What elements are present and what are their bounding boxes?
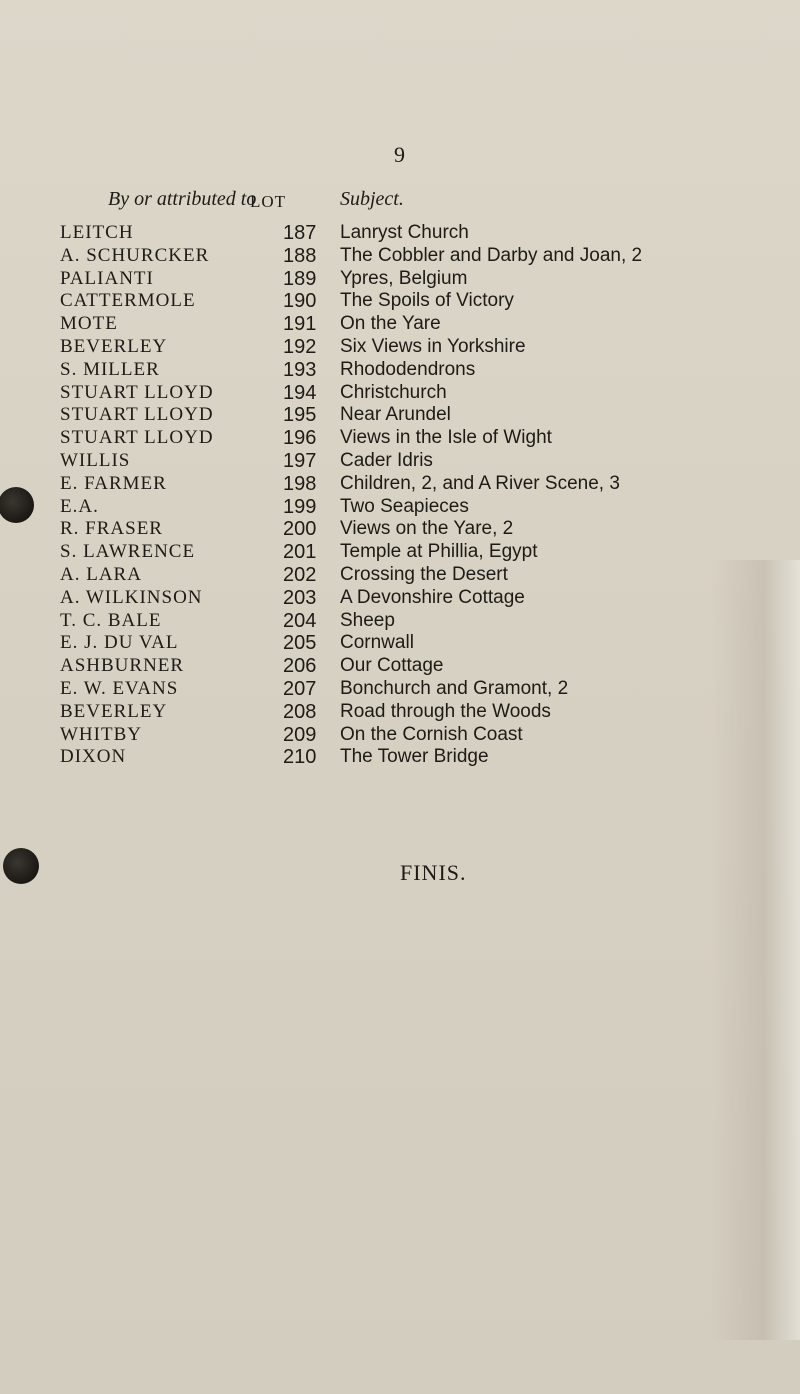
lot-row: [0, 746, 800, 769]
subject-title: Cornwall: [340, 632, 414, 654]
artist-name: STUART LLOYD: [60, 427, 214, 449]
lot-number: 209: [283, 723, 317, 746]
subject-title: Views in the Isle of Wight: [340, 427, 552, 449]
lot-number: 208: [283, 700, 317, 723]
lot-row: [0, 496, 800, 519]
subject-title: Near Arundel: [340, 404, 451, 426]
artist-name: BEVERLEY: [60, 700, 168, 722]
lot-number: 190: [283, 290, 317, 313]
subject-title: Sheep: [340, 609, 395, 631]
artist-name: E. FARMER: [60, 472, 167, 494]
artist-name: MOTE: [60, 313, 118, 335]
lot-row: [0, 245, 800, 268]
subject-title: Our Cottage: [340, 655, 444, 677]
lot-row: [0, 655, 800, 678]
artist-name: E. W. EVANS: [60, 677, 179, 699]
lot-row: [0, 268, 800, 291]
artist-name: S. LAWRENCE: [60, 541, 196, 563]
artist-name: WHITBY: [60, 723, 142, 745]
artist-name: E.A.: [60, 495, 99, 517]
artist-name: STUART LLOYD: [60, 404, 214, 426]
lot-number: 210: [283, 746, 317, 769]
subject-title: Road through the Woods: [340, 700, 551, 722]
subject-column-header: Subject.: [340, 188, 404, 210]
lot-number: 195: [283, 404, 317, 427]
lot-number: 199: [283, 495, 317, 518]
lot-number: 198: [283, 472, 317, 495]
lot-row: [0, 518, 800, 541]
lot-row: [0, 404, 800, 427]
lot-row: [0, 382, 800, 405]
lot-row: [0, 564, 800, 587]
artist-name: S. MILLER: [60, 358, 160, 380]
artist-name: PALIANTI: [60, 267, 154, 289]
lot-number: 205: [283, 632, 317, 655]
lot-number: 200: [283, 518, 317, 541]
lot-number: 189: [283, 267, 317, 290]
artist-name: DIXON: [60, 746, 127, 768]
lot-list: [0, 222, 800, 769]
lot-row: [0, 313, 800, 336]
artist-column-header: By or attributed to: [108, 188, 257, 210]
lot-number: 201: [283, 541, 317, 564]
subject-title: Cader Idris: [340, 449, 433, 471]
lot-number: 203: [283, 586, 317, 609]
lot-row: [0, 724, 800, 747]
artist-name: A. SCHURCKER: [60, 244, 210, 266]
lot-number: 207: [283, 677, 317, 700]
lot-number: 204: [283, 609, 317, 632]
lot-row: [0, 632, 800, 655]
lot-number: 206: [283, 655, 317, 678]
artist-name: LEITCH: [60, 222, 134, 243]
lot-column-header: LOT: [250, 192, 287, 211]
subject-title: Two Seapieces: [340, 495, 469, 517]
artist-name: CATTERMOLE: [60, 290, 196, 312]
subject-title: The Cobbler and Darby and Joan, 2: [340, 244, 643, 266]
lot-row: [0, 290, 800, 313]
lot-row: [0, 541, 800, 564]
artist-name: T. C. BALE: [60, 609, 162, 631]
subject-title: Bonchurch and Gramont, 2: [340, 677, 569, 699]
page-number: 9: [394, 142, 405, 167]
artist-name: A. WILKINSON: [60, 586, 203, 608]
artist-name: ASHBURNER: [60, 655, 185, 677]
lot-row: [0, 359, 800, 382]
subject-title: Views on the Yare, 2: [340, 518, 514, 540]
lot-number: 188: [283, 244, 317, 267]
lot-number: 196: [283, 427, 317, 450]
lot-row: [0, 610, 800, 633]
binding-hole: [3, 848, 39, 884]
artist-name: E. J. DU VAL: [60, 632, 179, 654]
artist-name: BEVERLEY: [60, 335, 168, 357]
lot-number: 191: [283, 313, 317, 336]
subject-title: Six Views in Yorkshire: [340, 335, 526, 357]
subject-title: Rhododendrons: [340, 358, 476, 380]
subject-title: A Devonshire Cottage: [340, 586, 525, 608]
lot-row: [0, 336, 800, 359]
subject-title: The Tower Bridge: [340, 746, 489, 768]
artist-name: WILLIS: [60, 449, 131, 471]
lot-row: [0, 473, 800, 496]
subject-title: Lanryst Church: [340, 222, 469, 243]
subject-title: The Spoils of Victory: [340, 290, 514, 312]
subject-title: Children, 2, and A River Scene, 3: [340, 472, 620, 494]
artist-name: R. FRASER: [60, 518, 163, 540]
lot-row: [0, 701, 800, 724]
lot-number: 197: [283, 449, 317, 472]
lot-row: [0, 427, 800, 450]
lot-number: 194: [283, 381, 317, 404]
lot-number: 187: [283, 222, 317, 244]
subject-title: Temple at Phillia, Egypt: [340, 541, 538, 563]
lot-number: 193: [283, 358, 317, 381]
subject-title: Christchurch: [340, 381, 447, 403]
artist-name: STUART LLOYD: [60, 381, 214, 403]
lot-number: 192: [283, 335, 317, 358]
lot-row: [0, 450, 800, 473]
lot-row: [0, 587, 800, 610]
lot-row: [0, 222, 800, 245]
artist-name: A. LARA: [60, 563, 142, 585]
subject-title: Ypres, Belgium: [340, 267, 468, 289]
finis-text: FINIS.: [400, 860, 467, 885]
lot-number: 202: [283, 563, 317, 586]
subject-title: Crossing the Desert: [340, 563, 508, 585]
subject-title: On the Cornish Coast: [340, 723, 523, 745]
subject-title: On the Yare: [340, 313, 441, 335]
lot-row: [0, 678, 800, 701]
